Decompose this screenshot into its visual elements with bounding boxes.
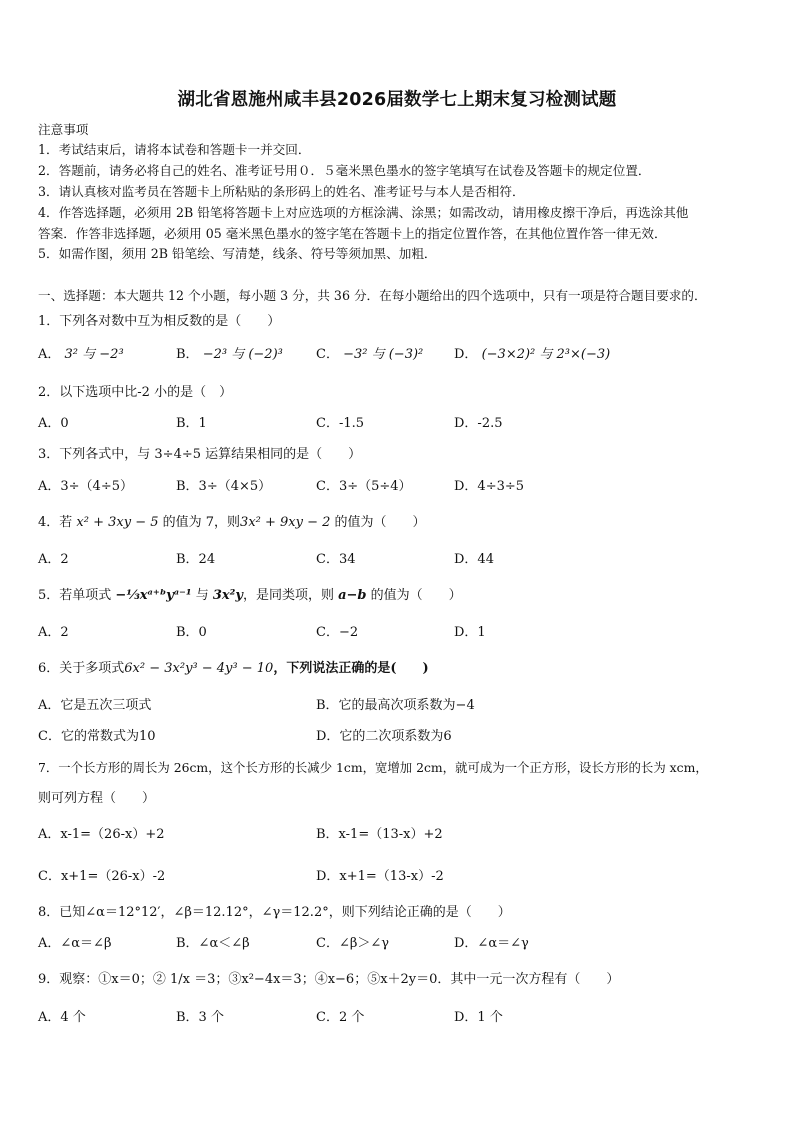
question-6-option-a: A．它是五次三项式 [38,698,152,713]
question-7-stem: 7．一个长方形的周长为 26cm，这个长方形的长减少 1cm，宽增加 2cm，就可成为一个正方形，设长方形的长为 xcm， [38,760,708,775]
question-9-stem: 9．观察：①x＝0；② 1/x ＝3；③x²−4x＝3；④x−6；⑤x＋2y＝0．其中一元一次方程有（ ） [38,972,620,987]
question-4-option-c: C．34 [316,552,356,567]
notes-heading: 注意事项 [38,122,89,137]
question-2-option-a: A．0 [38,416,69,431]
question-2-option-d: D．-2.5 [454,416,503,431]
expression: 3x²y [212,588,243,603]
question-4-option-b: B．24 [176,552,216,567]
expression: x² + 3xy − 5 [76,515,159,530]
option-c-expression: −3² 与 (−3)² [343,347,424,362]
question-5-stem: 5．若单项式 −⅓xᵃ⁺ᵇyᵃ⁻¹ 与 3x²y，是同类项，则 a−b 的值为（ ） [38,588,462,603]
expression: a−b [338,588,367,603]
note-item: 4．作答选择题，必须用 2B 铅笔将答题卡上对应选项的方框涂满、涂黑；如需改动，请用橡皮擦干净后，再选涂其他 [38,205,689,220]
question-8-option-c: C．∠β＞∠γ [316,936,390,951]
expression: −⅓xᵃ⁺ᵇyᵃ⁻¹ [115,588,192,603]
question-2-option-c: C．-1.5 [316,416,365,431]
question-1-option-d: D． (−3×2)² 与 2³×(−3) [454,347,611,362]
question-4-option-d: D．44 [454,552,494,567]
question-3-stem: 3．下列各式中，与 3÷4÷5 运算结果相同的是（ ） [38,447,362,462]
question-2-stem: 2．以下选项中比-2 小的是（ ） [38,385,233,400]
note-item: 3．请认真核对监考员在答题卡上所粘贴的条形码上的姓名、准考证号与本人是否相符． [38,184,525,199]
question-4-option-a: A．2 [38,552,69,567]
question-9-option-b: B．3 个 [176,1010,224,1025]
question-5-option-a: A．2 [38,625,69,640]
page-title: 湖北省恩施州咸丰县2026届数学七上期末复习检测试题 [177,90,617,110]
question-7-option-d: D．x+1=（13-x）-2 [316,869,444,884]
question-4-stem: 4．若 x² + 3xy − 5 的值为 7，则3x² + 9xy − 2 的值为（ ） [38,515,426,530]
question-7-stem-cont: 则可列方程（ ） [38,791,156,806]
option-a-expression: 3² 与 −2³ [64,347,124,362]
expression: 3x² + 9xy − 2 [240,515,331,530]
question-3-option-c: C．3÷（5÷4） [316,479,412,494]
question-1-option-b: B． −2³ 与 (−2)³ [176,347,283,362]
note-item: 1．考试结束后，请将本试卷和答题卡一并交回． [38,142,311,157]
question-7-option-c: C．x+1=（26-x）-2 [38,869,166,884]
question-2-option-b: B．1 [176,416,207,431]
note-item: 2．答题前，请务必将自己的姓名、准考证号用０．５毫米黑色墨水的签字笔填写在试卷及答题卡的规定位置． [38,163,651,178]
question-8-option-a: A．∠α＝∠β [38,936,112,951]
question-6-option-b: B．它的最高次项系数为−4 [316,698,475,713]
question-9-option-d: D．1 个 [454,1010,503,1025]
question-1-option-c: C． −3² 与 (−3)² [316,347,424,362]
question-1-stem: 1．下列各对数中互为相反数的是（ ） [38,314,281,329]
question-8-stem: 8．已知∠α＝12°12′，∠β＝12.12°，∠γ＝12.2°，则下列结论正确的是（ ） [38,905,511,920]
note-item: 5．如需作图，须用 2B 铅笔绘、写清楚，线条、符号等须加黑、加粗． [38,246,437,261]
question-1-option-a: A． 3² 与 −2³ [38,347,124,362]
question-6-option-c: C．它的常数式为10 [38,729,156,744]
question-5-option-c: C．−2 [316,625,359,640]
section-heading: 一、选择题：本大题共 12 个小题，每小题 3 分，共 36 分．在每小题给出的四个选项中，只有一项是符合题目要求的． [38,288,707,303]
question-7-option-a: A．x-1=（26-x）+2 [38,827,165,842]
option-d-expression: (−3×2)² 与 2³×(−3) [481,347,611,362]
question-8-option-d: D．∠α＝∠γ [454,936,529,951]
option-b-expression: −2³ 与 (−2)³ [202,347,283,362]
question-5-option-d: D．1 [454,625,486,640]
question-9-option-a: A．4 个 [38,1010,86,1025]
question-3-option-a: A．3÷（4÷5） [38,479,133,494]
question-3-option-d: D．4÷3÷5 [454,479,525,494]
question-6-stem: 6．关于多项式6x² − 3x²y³ − 4y³ − 10，下列说法正确的是( ) [38,661,429,676]
question-6-option-d: D．它的二次项系数为6 [316,729,452,744]
question-7-option-b: B．x-1=（13-x）+2 [316,827,443,842]
question-9-option-c: C．2 个 [316,1010,365,1025]
note-item: 答案．作答非选择题，必须用 05 毫米黑色墨水的签字笔在答题卡上的指定位置作答，在其他位置作答一律无效． [38,226,667,241]
question-3-option-b: B．3÷（4×5） [176,479,272,494]
expression: 6x² − 3x²y³ − 4y³ − 10 [124,661,274,676]
question-8-option-b: B．∠α＜∠β [176,936,250,951]
question-5-option-b: B．0 [176,625,207,640]
